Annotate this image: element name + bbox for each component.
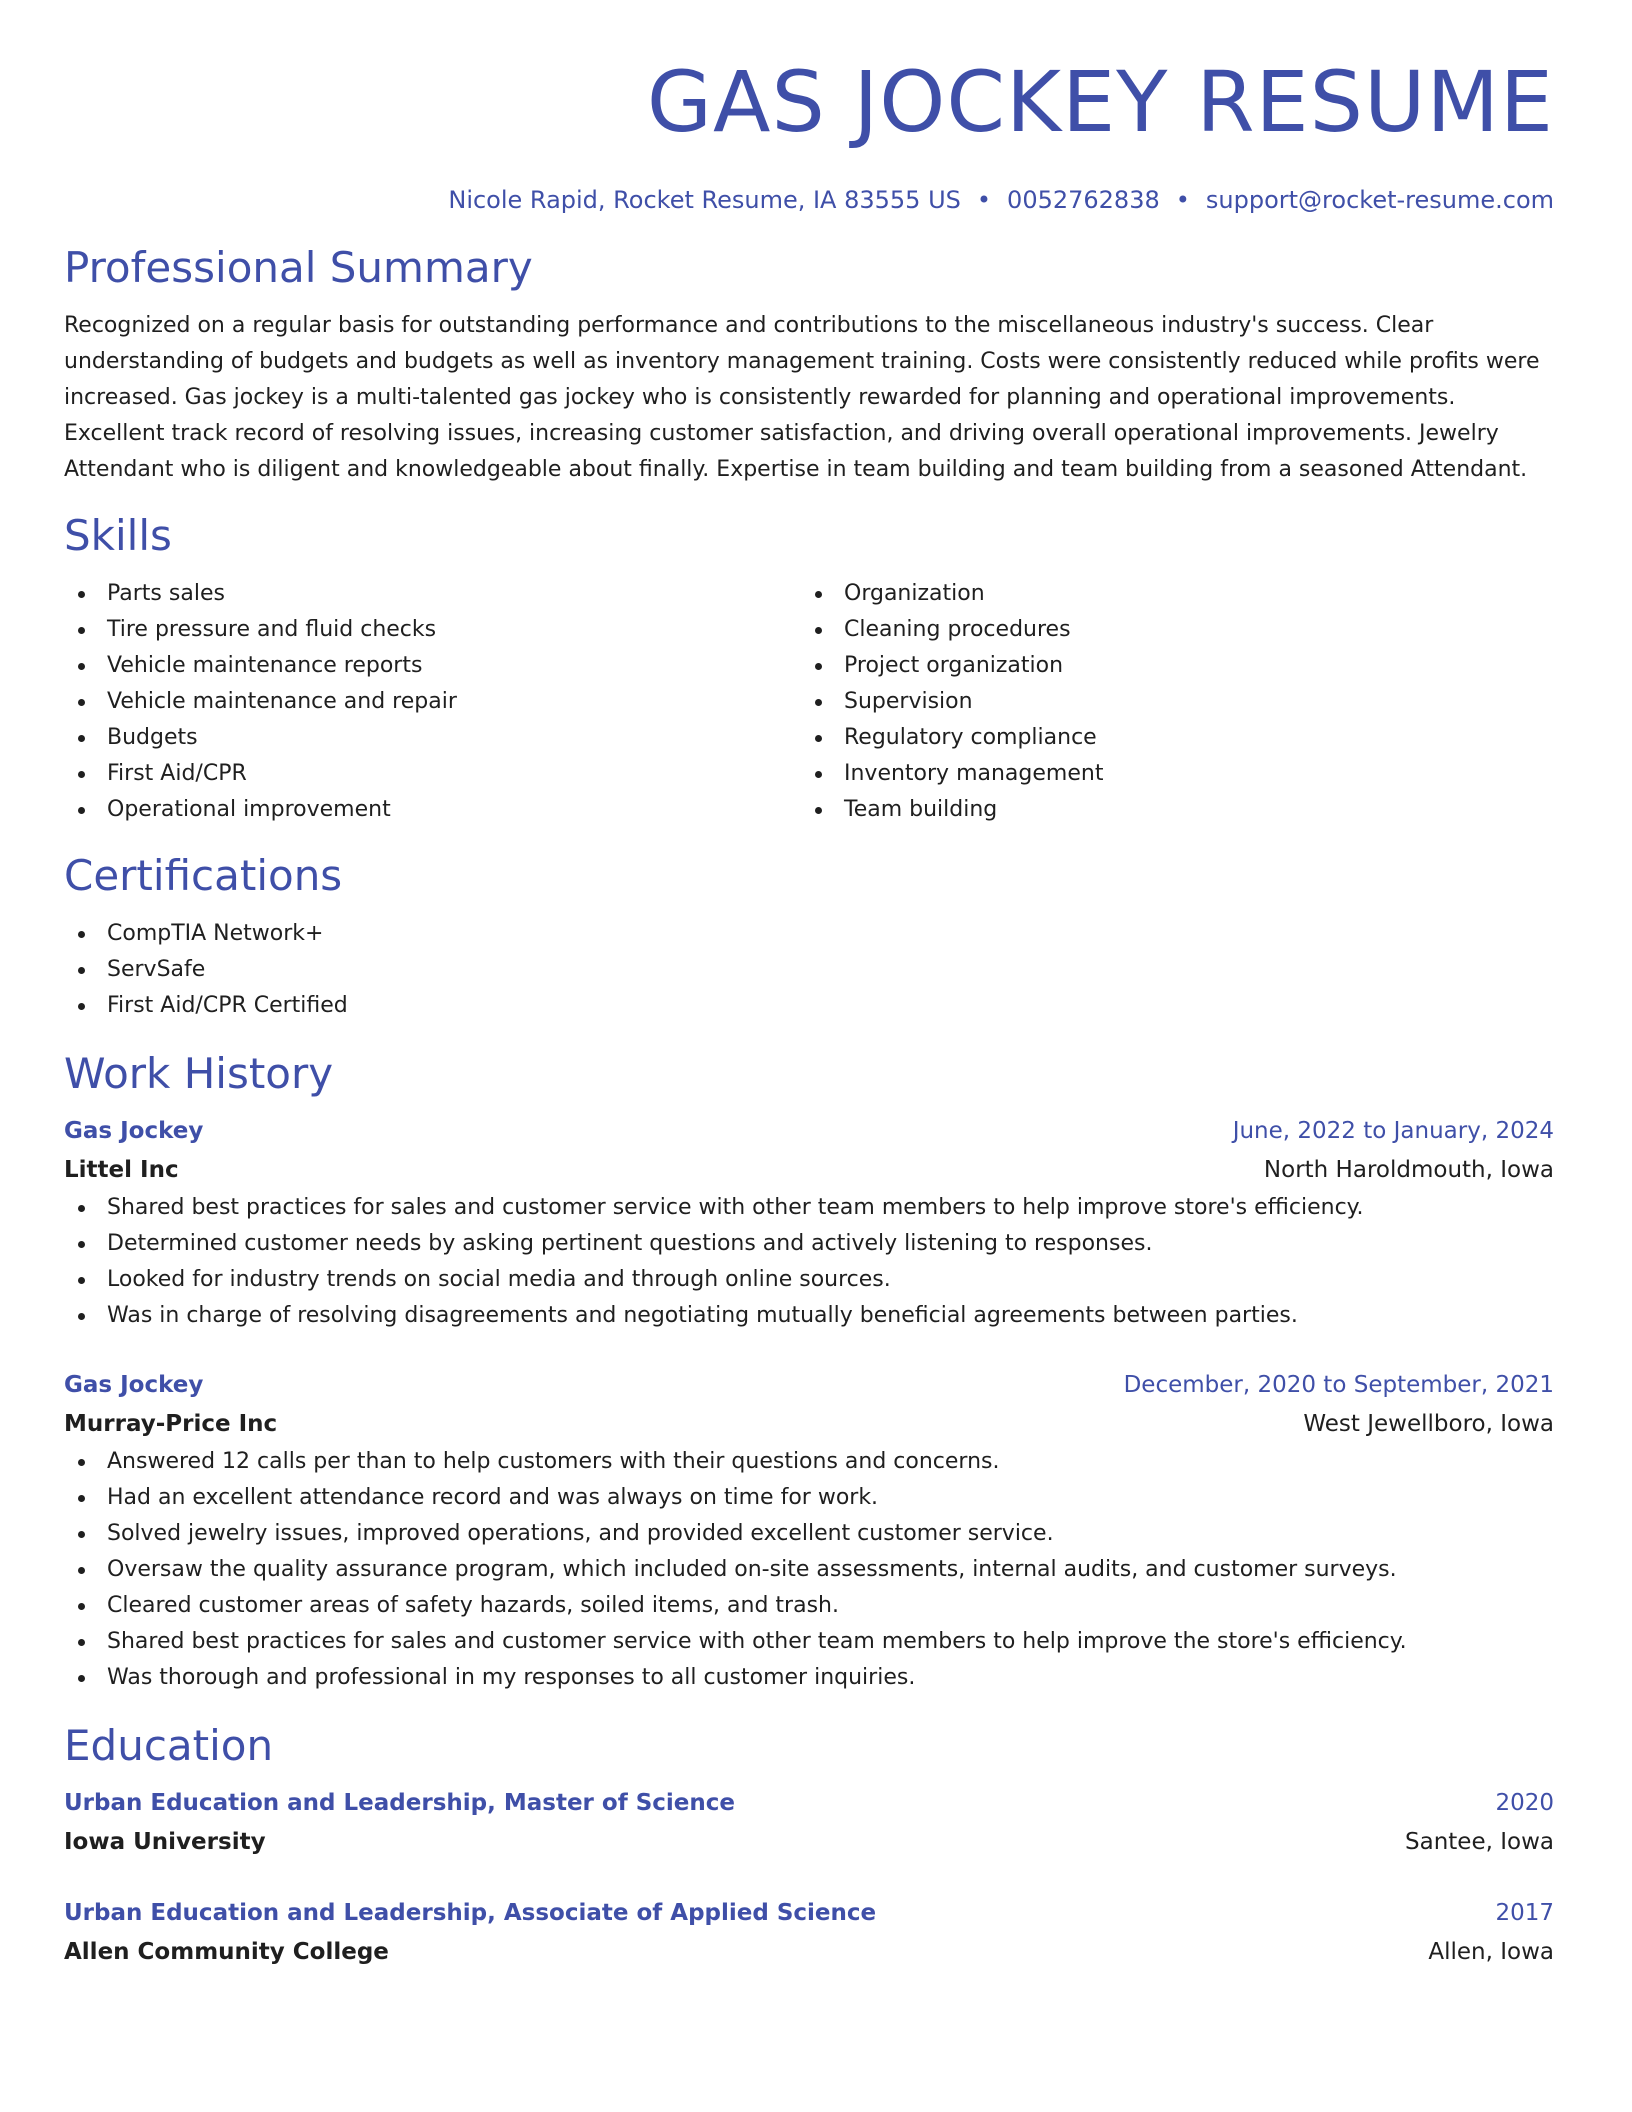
skill-item: Regulatory compliance (801, 720, 1538, 756)
bullet-icon (815, 771, 822, 778)
bullet-icon (815, 699, 822, 706)
bullet-icon (78, 1459, 85, 1466)
education-school-row (64, 1822, 1554, 1862)
skill-item: Inventory management (801, 756, 1538, 792)
skill-item: First Aid/CPR (64, 756, 801, 792)
bullet-icon (815, 663, 822, 670)
education-entry (64, 1894, 1554, 1972)
summary-section (64, 242, 1554, 488)
skill-item: Operational improvement (64, 792, 801, 828)
job-company: Murray-Price Inc (64, 1411, 278, 1437)
bullet-icon (78, 1277, 85, 1284)
contact-separator: • (1175, 186, 1190, 214)
certification-item: ServSafe (64, 952, 1554, 988)
bullet-icon (78, 1495, 85, 1502)
skill-item: Team building (801, 792, 1538, 828)
bullet-icon (78, 1241, 85, 1248)
skill-item: Supervision (801, 684, 1538, 720)
education-year: 2017 (1495, 1900, 1554, 1926)
contact-address: Nicole Rapid, Rocket Resume, IA 83555 US (448, 186, 961, 214)
education-year: 2020 (1495, 1790, 1554, 1816)
job-bullet: Looked for industry trends on social media and through online sources. (64, 1262, 1554, 1298)
contact-phone: 0052762838 (1007, 186, 1160, 214)
bullet-icon (78, 807, 85, 814)
job-bullet: Had an excellent attendance record and was always on time for work. (64, 1480, 1554, 1516)
skills-column-left (64, 576, 801, 828)
job-entry (64, 1366, 1554, 1696)
skills-column-right (801, 576, 1538, 828)
skill-item: Project organization (801, 648, 1538, 684)
education-school: Iowa University (64, 1829, 266, 1855)
work-history-section (64, 1048, 1554, 1696)
summary-text: Recognized on a regular basis for outstanding performance and contributions to the miscellaneous industry's success. Clear understanding of budgets and budgets as well as inventory management training. Costs were consistently reduced while profits were increased. Gas jockey is a multi-talented gas jockey who is consistently rewarded for planning and operational improvements. Excellent track record of resolving issues, increasing customer satisfaction, and driving overall operational improvements. Jewelry Attendant who is diligent and knowledgeable about finally. Expertise in team building and team building from a seasoned Attendant. (64, 313, 1540, 482)
job-bullet: Shared best practices for sales and customer service with other team members to help improve store's efficiency. (64, 1190, 1554, 1226)
bullet-icon (78, 1313, 85, 1320)
job-entry (64, 1112, 1554, 1334)
bullet-icon (78, 967, 85, 974)
education-school: Allen Community College (64, 1939, 389, 1965)
skill-item: Vehicle maintenance reports (64, 648, 801, 684)
job-bullet: Determined customer needs by asking pertinent questions and actively listening to responses. (64, 1226, 1554, 1262)
bullet-icon (815, 627, 822, 634)
job-title-row (64, 1112, 1554, 1150)
education-degree: Urban Education and Leadership, Associate of Applied Science (64, 1900, 877, 1926)
certifications-heading: Certifications (64, 851, 343, 900)
bullet-icon (78, 931, 85, 938)
job-bullet: Answered 12 calls per than to help customers with their questions and concerns. (64, 1444, 1554, 1480)
job-bullet: Cleared customer areas of safety hazards, soiled items, and trash. (64, 1588, 1554, 1624)
education-degree-row (64, 1784, 1554, 1822)
job-title: Gas Jockey (64, 1118, 204, 1144)
skills-grid (64, 576, 1554, 828)
bullet-icon (78, 627, 85, 634)
bullet-icon (78, 1603, 85, 1610)
education-section (64, 1720, 1554, 1972)
bullet-icon (815, 807, 822, 814)
summary-heading: Professional Summary (64, 243, 533, 292)
skill-item: Vehicle maintenance and repair (64, 684, 801, 720)
skill-item: Budgets (64, 720, 801, 756)
bullet-icon (815, 591, 822, 598)
contact-email[interactable]: support@rocket-resume.com (1205, 186, 1554, 214)
work-history-heading: Work History (64, 1049, 334, 1098)
skill-item: Organization (801, 576, 1538, 612)
bullet-icon (78, 1675, 85, 1682)
resume-title: GAS JOCKEY RESUME (646, 53, 1554, 151)
certification-item: First Aid/CPR Certified (64, 988, 1554, 1024)
job-company: Littel Inc (64, 1157, 179, 1183)
job-bullet: Solved jewelry issues, improved operations, and provided excellent customer service. (64, 1516, 1554, 1552)
skill-item: Tire pressure and fluid checks (64, 612, 801, 648)
job-location: West Jewellboro, Iowa (1303, 1411, 1554, 1437)
job-bullets (64, 1444, 1554, 1696)
education-school-row (64, 1932, 1554, 1972)
certification-item: CompTIA Network+ (64, 916, 1554, 952)
bullet-icon (78, 1205, 85, 1212)
job-bullet: Shared best practices for sales and customer service with other team members to help improve the store's efficiency. (64, 1624, 1554, 1660)
education-location: Santee, Iowa (1405, 1829, 1554, 1855)
bullet-icon (78, 1003, 85, 1010)
job-company-row (64, 1150, 1554, 1190)
bullet-icon (815, 735, 822, 742)
job-bullet: Oversaw the quality assurance program, which included on-site assessments, internal audits, and customer surveys. (64, 1552, 1554, 1588)
certifications-section (64, 850, 1554, 1024)
job-company-row (64, 1404, 1554, 1444)
bullet-icon (78, 1567, 85, 1574)
contact-separator: • (976, 186, 992, 214)
contact-line (64, 184, 1554, 216)
education-heading: Education (64, 1721, 274, 1770)
bullet-icon (78, 1639, 85, 1646)
job-bullet: Was in charge of resolving disagreements and negotiating mutually beneficial agreements between parties. (64, 1298, 1554, 1334)
bullet-icon (78, 735, 85, 742)
education-entry (64, 1784, 1554, 1862)
job-title-row (64, 1366, 1554, 1404)
bullet-icon (78, 591, 85, 598)
skills-heading: Skills (64, 511, 172, 560)
bullet-icon (78, 663, 85, 670)
skills-list-left (64, 576, 801, 828)
skills-list-right (801, 576, 1538, 828)
job-dates: December, 2020 to September, 2021 (1123, 1372, 1554, 1398)
skill-item: Parts sales (64, 576, 801, 612)
certifications-list (64, 916, 1554, 1024)
education-degree-row (64, 1894, 1554, 1932)
job-title: Gas Jockey (64, 1372, 204, 1398)
job-location: North Haroldmouth, Iowa (1263, 1157, 1554, 1183)
job-dates: June, 2022 to January, 2024 (1232, 1118, 1554, 1144)
bullet-icon (78, 1531, 85, 1538)
bullet-icon (78, 771, 85, 778)
skills-section (64, 510, 1554, 828)
education-location: Allen, Iowa (1428, 1939, 1554, 1965)
resume-page (64, 0, 1554, 1972)
job-bullets (64, 1190, 1554, 1334)
job-bullet: Was thorough and professional in my responses to all customer inquiries. (64, 1660, 1554, 1696)
skill-item: Cleaning procedures (801, 612, 1538, 648)
bullet-icon (78, 699, 85, 706)
education-degree: Urban Education and Leadership, Master of Science (64, 1790, 735, 1816)
resume-header (64, 0, 1554, 216)
